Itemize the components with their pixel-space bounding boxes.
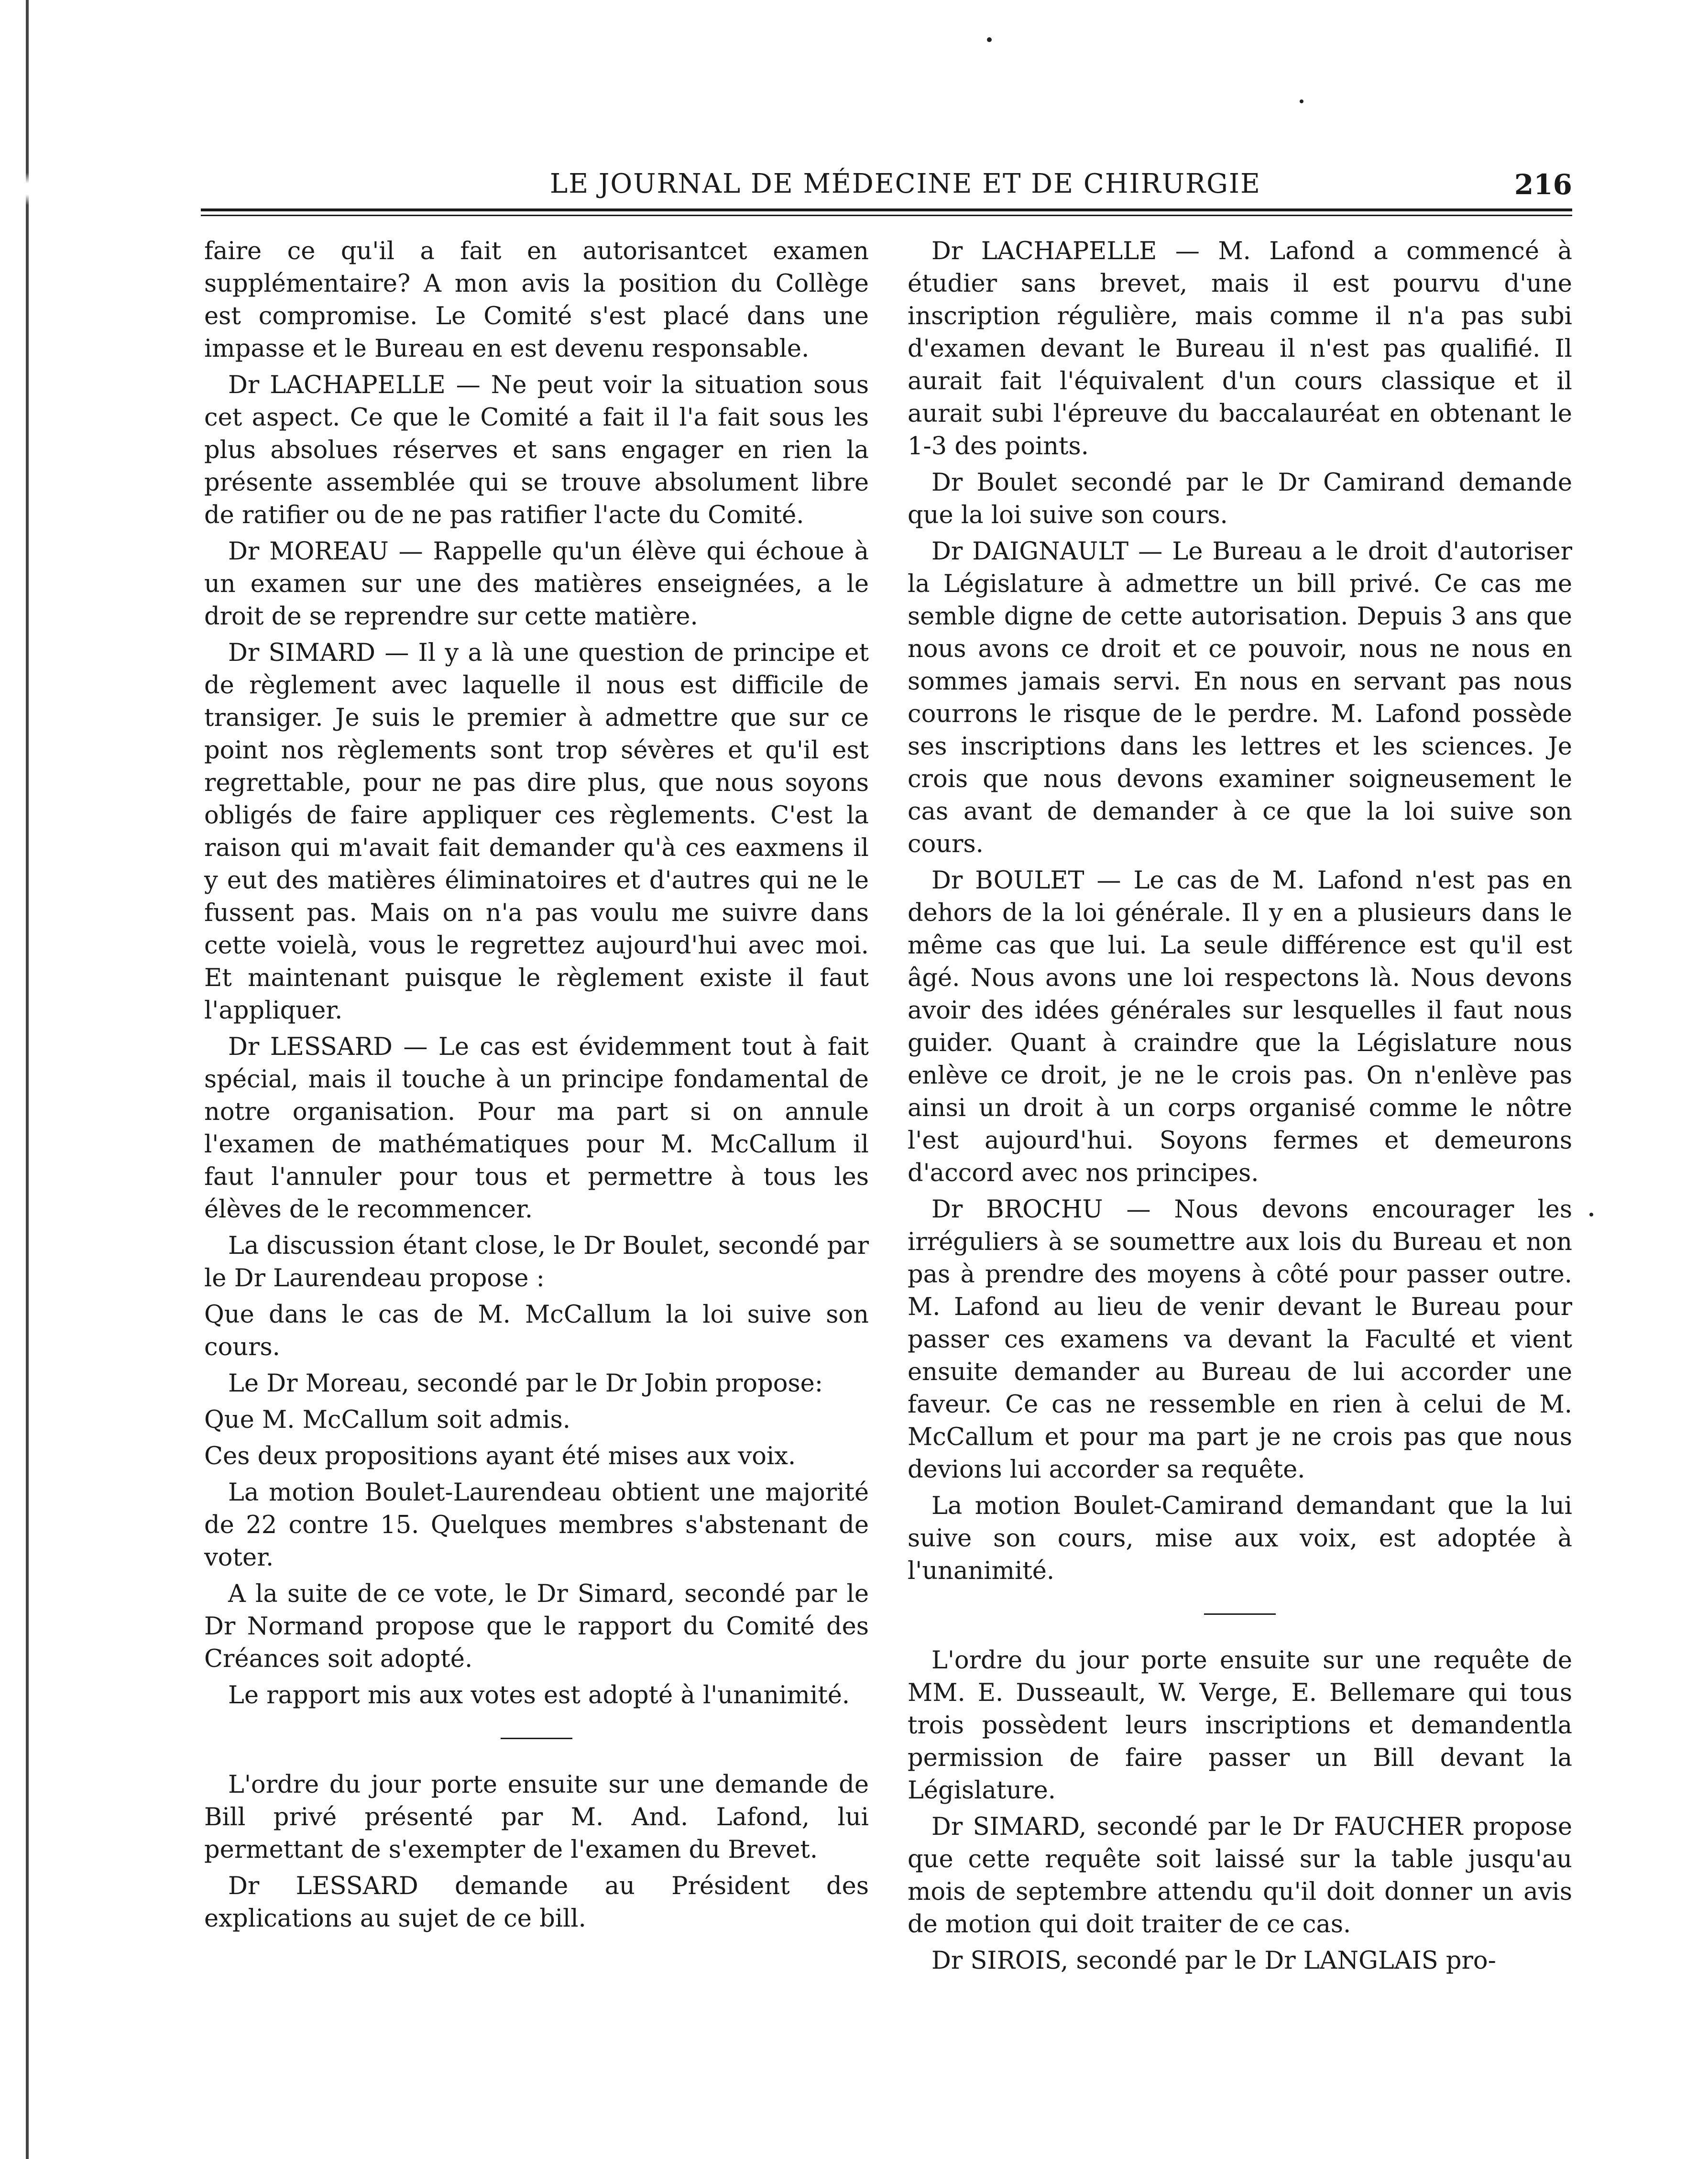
paragraph: A la suite de ce vote, le Dr Simard, secondé par le Dr Normand propose que le rapport du Comité des Créances soit adopté. <box>204 1580 869 1673</box>
paragraph: Le rapport mis aux votes est adopté à l'unanimité. <box>228 1681 850 1710</box>
paragraph: Dr BROCHU — Nous devons encourager les irréguliers à se soumettre aux lois du Bureau et non pas à prendre des moyens à côté pour passer outre. M. Lafond au lieu de venir devant le Bureau pour passer ces examens va devant la Faculté et vient ensuite demander au Bureau de lui accorder une faveur. Ce cas ne ressemble en rien à celui de M. McCallum et pour ma part je ne crois pas que nous devions lui accorder sa requête. <box>908 1195 1572 1484</box>
paragraph: Que dans le cas de M. McCallum la loi suive son cours. <box>204 1301 869 1361</box>
left-column <box>204 235 869 1935</box>
paragraph: Dr SIMARD — Il y a là une question de principe et de règlement avec laquelle il nous est difficile de transiger. Je suis le premier à admettre que sur ce point nos règlements sont trop sévères et qu'il est regrettable, pour ne pas dire plus, que nous soyons obligés de faire appliquer ces règlements. C'est la raison qui m'avait fait demander qu'à ces eaxmens il y eut des matières éliminatoires et d'autres qui ne le fussent pas. Mais on n'a pas voulu me suivre dans cette voielà, vous le regrettez aujourd'hui avec moi. Et maintenant puisque le règlement existe il faut l'appliquer. <box>204 639 869 1025</box>
paragraph: Dr BOULET — Le cas de M. Lafond n'est pas en dehors de la loi générale. Il y en a plusieurs dans le même cas que lui. La seule différence est qu'il est âgé. Nous avons une loi respectons là. Nous devons avoir des idées générales sur lesquelles il faut nous guider. Quant à craindre que la Législature nous enlève ce droit, je ne le crois pas. On n'enlève pas ainsi un droit à un corps organisé comme le nôtre l'est aujourd'hui. Soyons fermes et demeurons d'accord avec nos principes. <box>908 866 1572 1187</box>
paragraph: Dr LACHAPELLE — M. Lafond a commencé à étudier sans brevet, mais il est pourvu d'une inscription régulière, mais comme il n'a pas subi d'examen devant le Bureau il n'est pas qualifié. Il aurait fait l'équivalent d'un cours classique et il aurait subi l'épreuve du baccalauréat en obtenant le 1-3 des points. <box>908 237 1572 460</box>
scan-speck <box>1589 1213 1593 1216</box>
journal-title: LE JOURNAL DE MÉDECINE ET DE CHIRURGIE <box>550 168 1261 199</box>
section-divider <box>501 1738 572 1739</box>
paragraph: faire ce qu'il a fait en autorisantcet examen supplémentaire? A mon avis la position du Collège est compromise. Le Comité s'est placé dans une impasse et le Bureau en est devenu responsable. <box>204 237 869 363</box>
paragraph: Dr SIMARD, secondé par le Dr FAUCHER propose que cette requête soit laissé sur la table jusqu'au mois de septembre attendu qu'il doit donner un avis de motion qui doit traiter de ce cas. <box>908 1813 1572 1939</box>
binding-edge-rule <box>26 0 29 2159</box>
paragraph: Dr DAIGNAULT — Le Bureau a le droit d'autoriser la Législature à admettre un bill privé. Ce cas me semble digne de cette autorisation. Depuis 3 ans que nous avons ce droit et ce pouvoir, nous ne nous en sommes jamais servi. En nous en servant pas nous courrons le risque de le perdre. M. Lafond possède ses inscriptions dans les lettres et les sciences. Je crois que nous devons examiner soigneusement le cas avant de demander à ce que la loi suive son cours. <box>908 537 1572 858</box>
paragraph: Dr MOREAU — Rappelle qu'un élève qui échoue à un examen sur une des matières enseignées, a le droit de se reprendre sur cette matière. <box>204 537 869 631</box>
scan-speck <box>987 37 992 42</box>
scan-speck <box>1300 99 1303 103</box>
paragraph: Dr SIROIS, secondé par le Dr LANGLAIS pro- <box>931 1947 1496 1975</box>
right-column <box>908 235 1572 1977</box>
paragraph: Dr LACHAPELLE — Ne peut voir la situation sous cet aspect. Ce que le Comité a fait il l'a fait sous les plus absolues réserves et sans engager en rien la présente assemblée qui se trouve absolument libre de ratifier ou de ne pas ratifier l'acte du Comité. <box>204 371 869 529</box>
paragraph: Ces deux propositions ayant été mises aux voix. <box>204 1442 796 1470</box>
paragraph: La discussion étant close, le Dr Boulet, secondé par le Dr Laurendeau propose : <box>204 1232 869 1293</box>
header-rule <box>201 208 1572 216</box>
paragraph: L'ordre du jour porte ensuite sur une demande de Bill privé présenté par M. And. Lafond, lui permettant de s'exempter de l'examen du Brevet. <box>204 1771 869 1864</box>
page-number: 216 <box>1514 168 1572 201</box>
paragraph: Que M. McCallum soit admis. <box>204 1406 570 1434</box>
section-divider <box>1204 1613 1276 1615</box>
paragraph: Dr LESSARD demande au Président des explications au sujet de ce bill. <box>204 1872 869 1933</box>
paragraph: La motion Boulet-Laurendeau obtient une majorité de 22 contre 15. Quelques membres s'abstenant de voter. <box>204 1479 869 1572</box>
paragraph: La motion Boulet-Camirand demandant que la lui suive son cours, mise aux voix, est adoptée à l'unanimité. <box>908 1492 1572 1585</box>
paragraph: L'ordre du jour porte ensuite sur une requête de MM. E. Dusseault, W. Verge, E. Bellemare qui tous trois possèdent leurs inscriptions et demandentla permission de faire passer un Bill devant la Législature. <box>908 1646 1572 1805</box>
paragraph: Dr Boulet secondé par le Dr Camirand demande que la loi suive son cours. <box>908 469 1572 529</box>
page-header <box>201 168 1572 211</box>
paragraph: Le Dr Moreau, secondé par le Dr Jobin propose: <box>228 1370 823 1398</box>
paragraph: Dr LESSARD — Le cas est évidemment tout à fait spécial, mais il touche à un principe fondamental de notre organisation. Pour ma part si on annule l'examen de mathématiques pour M. McCallum il faut l'annuler pour tous et permettre à tous les élèves de le recommencer. <box>204 1033 869 1224</box>
